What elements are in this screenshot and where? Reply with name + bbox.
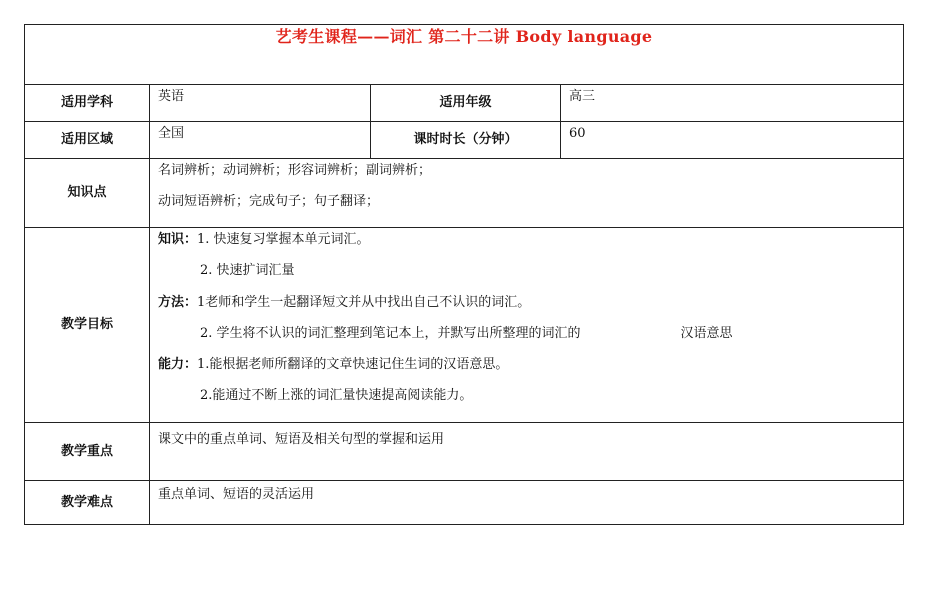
goal-ability-label: 能力： — [158, 357, 198, 373]
knowledge-points-line-2: 动词短语辨析；完成句子；句子翻译； — [158, 194, 380, 209]
goal-ability-2: 2.能通过不断上涨的词汇量快速提高阅读能力。 — [200, 388, 473, 404]
key-points-row — [25, 423, 904, 481]
teaching-goals-row — [25, 228, 904, 423]
title-cell — [25, 25, 904, 85]
goal-knowledge-1: 1. 快速复习掌握本单元词汇。 — [197, 232, 370, 247]
key-points-label: 教学重点 — [25, 423, 150, 481]
goal-method-2b: 汉语意思 — [680, 325, 733, 341]
knowledge-points-label: 知识点 — [25, 159, 150, 228]
region-row — [25, 122, 904, 159]
lesson-plan-table — [24, 24, 904, 525]
goal-method-1: 1老师和学生一起翻译短文并从中找出自己不认识的词汇。 — [197, 294, 531, 310]
goal-ability-line-1 — [158, 357, 903, 388]
difficulties-row — [25, 481, 904, 525]
goal-method-2a: 2. 学生将不认识的词汇整理到笔记本上，并默写出所整理的词汇的 — [200, 325, 581, 341]
region-value: 全国 — [150, 122, 371, 159]
goal-ability-1: 1.能根据老师所翻译的文章快速记住生词的汉语意思。 — [197, 357, 509, 373]
subject-value: 英语 — [150, 85, 371, 122]
goal-knowledge-line-1 — [158, 232, 903, 263]
difficulties-value: 重点单词、短语的灵活运用 — [150, 481, 904, 525]
knowledge-points-line-1: 名词辨析；动词辨析；形容词辨析；副词辨析； — [158, 163, 432, 178]
goal-knowledge-label: 知识： — [158, 232, 198, 247]
page-title: 艺考生课程——词汇 第二十二讲 Body language — [275, 27, 653, 46]
region-label: 适用区域 — [25, 122, 150, 159]
goal-method-line-2 — [158, 326, 903, 357]
teaching-goals-value — [150, 228, 904, 423]
knowledge-points-row — [25, 159, 904, 228]
duration-label: 课时时长（分钟） — [371, 122, 561, 159]
goal-knowledge-2: 2. 快速扩词汇量 — [200, 263, 295, 279]
goal-method-label: 方法： — [158, 294, 198, 310]
goal-method-line-1 — [158, 295, 903, 326]
title-row — [25, 25, 904, 85]
key-points-value: 课文中的重点单词、短语及相关句型的掌握和运用 — [150, 423, 904, 481]
duration-value: 60 — [561, 122, 904, 159]
grade-label: 适用年级 — [371, 85, 561, 122]
subject-row — [25, 85, 904, 122]
subject-label: 适用学科 — [25, 85, 150, 122]
grade-value: 高三 — [561, 85, 904, 122]
difficulties-label: 教学难点 — [25, 481, 150, 525]
teaching-goals-label: 教学目标 — [25, 228, 150, 423]
knowledge-points-value — [150, 159, 904, 228]
